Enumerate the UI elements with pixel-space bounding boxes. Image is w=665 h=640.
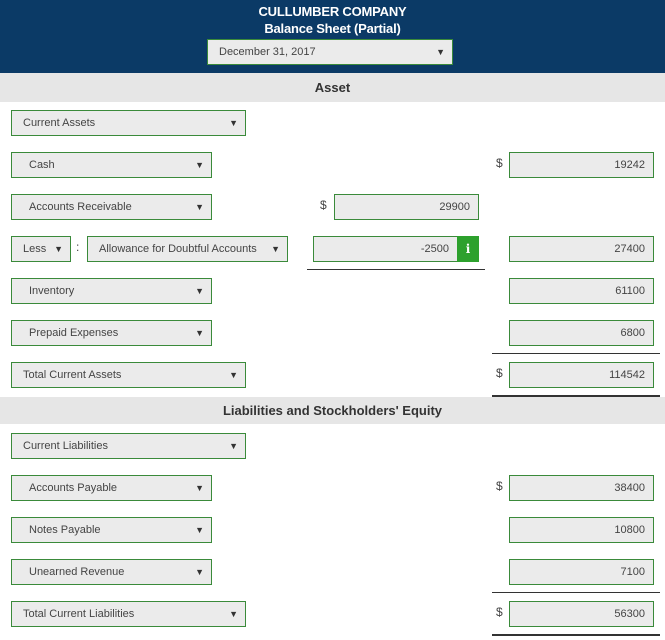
notes-payable-select[interactable] — [11, 517, 212, 543]
total-current-liabilities-amount-input[interactable]: 56300 — [509, 601, 654, 627]
accounts-payable-select[interactable] — [11, 475, 212, 501]
allowance-label: Allowance for Doubtful Accounts — [99, 243, 257, 255]
accounts-receivable-dollar-sign: $ — [320, 198, 327, 212]
net-receivable-amount-input[interactable]: 27400 — [509, 236, 654, 262]
chevron-down-icon: ▼ — [229, 441, 238, 451]
chevron-down-icon: ▼ — [229, 118, 238, 128]
cash-label: Cash — [29, 159, 55, 171]
chevron-down-icon: ▼ — [54, 244, 63, 254]
total-liabilities-rule — [492, 592, 660, 593]
cash-select[interactable] — [11, 152, 212, 178]
chevron-down-icon: ▼ — [271, 244, 280, 254]
accounts-payable-amount-input[interactable]: 38400 — [509, 475, 654, 501]
total-current-assets-dollar-sign: $ — [496, 366, 503, 380]
allowance-amount-input[interactable]: -2500 — [313, 236, 458, 262]
inventory-select[interactable] — [11, 278, 212, 304]
current-liabilities-label: Current Liabilities — [23, 440, 108, 452]
current-assets-label: Current Assets — [23, 117, 96, 129]
accounts-receivable-amount-input[interactable]: 29900 — [334, 194, 479, 220]
notes-payable-label: Notes Payable — [29, 524, 101, 536]
allowance-select[interactable] — [87, 236, 288, 262]
less-operator-label: Less — [23, 243, 47, 255]
unearned-revenue-select[interactable] — [11, 559, 212, 585]
chevron-down-icon: ▼ — [195, 160, 204, 170]
chevron-down-icon: ▼ — [229, 609, 238, 619]
notes-payable-amount-input[interactable]: 10800 — [509, 517, 654, 543]
liabilities-section-header: Liabilities and Stockholders' Equity — [0, 397, 665, 424]
inventory-label: Inventory — [29, 285, 75, 297]
accounts-payable-label: Accounts Payable — [29, 482, 118, 494]
current-assets-select[interactable] — [11, 110, 246, 136]
asset-section-header: Asset — [0, 73, 665, 102]
chevron-down-icon: ▼ — [195, 286, 204, 296]
chevron-down-icon: ▼ — [195, 567, 204, 577]
date-select[interactable] — [207, 39, 453, 65]
less-operator-select[interactable] — [11, 236, 71, 262]
subtotal-rule — [307, 269, 485, 270]
accounts-receivable-select[interactable] — [11, 194, 212, 220]
total-current-liabilities-label: Total Current Liabilities — [23, 608, 135, 620]
chevron-down-icon: ▼ — [195, 483, 204, 493]
total-current-assets-amount-input[interactable]: 114542 — [509, 362, 654, 388]
total-current-assets-select[interactable] — [11, 362, 246, 388]
cash-amount-input[interactable]: 19242 — [509, 152, 654, 178]
colon-separator: : — [76, 240, 80, 254]
company-name: CULLUMBER COMPANY — [258, 4, 407, 19]
total-liabilities-double-rule — [492, 634, 660, 636]
total-current-liabilities-select[interactable] — [11, 601, 246, 627]
date-select-value: December 31, 2017 — [219, 46, 316, 58]
statement-title: Balance Sheet (Partial) — [264, 21, 401, 36]
total-current-liabilities-dollar-sign: $ — [496, 605, 503, 619]
unearned-revenue-label: Unearned Revenue — [29, 566, 125, 578]
prepaid-expenses-label: Prepaid Expenses — [29, 327, 119, 339]
chevron-down-icon: ▼ — [229, 370, 238, 380]
info-icon[interactable]: i — [457, 236, 479, 262]
accounts-receivable-label: Accounts Receivable — [29, 201, 132, 213]
balance-sheet-header — [0, 0, 665, 73]
total-assets-rule — [492, 353, 660, 354]
prepaid-expenses-amount-input[interactable]: 6800 — [509, 320, 654, 346]
unearned-revenue-amount-input[interactable]: 7100 — [509, 559, 654, 585]
chevron-down-icon: ▼ — [436, 47, 445, 57]
current-liabilities-select[interactable] — [11, 433, 246, 459]
prepaid-expenses-select[interactable] — [11, 320, 212, 346]
chevron-down-icon: ▼ — [195, 525, 204, 535]
inventory-amount-input[interactable]: 61100 — [509, 278, 654, 304]
total-current-assets-label: Total Current Assets — [23, 369, 122, 381]
cash-dollar-sign: $ — [496, 156, 503, 170]
chevron-down-icon: ▼ — [195, 202, 204, 212]
accounts-payable-dollar-sign: $ — [496, 479, 503, 493]
chevron-down-icon: ▼ — [195, 328, 204, 338]
